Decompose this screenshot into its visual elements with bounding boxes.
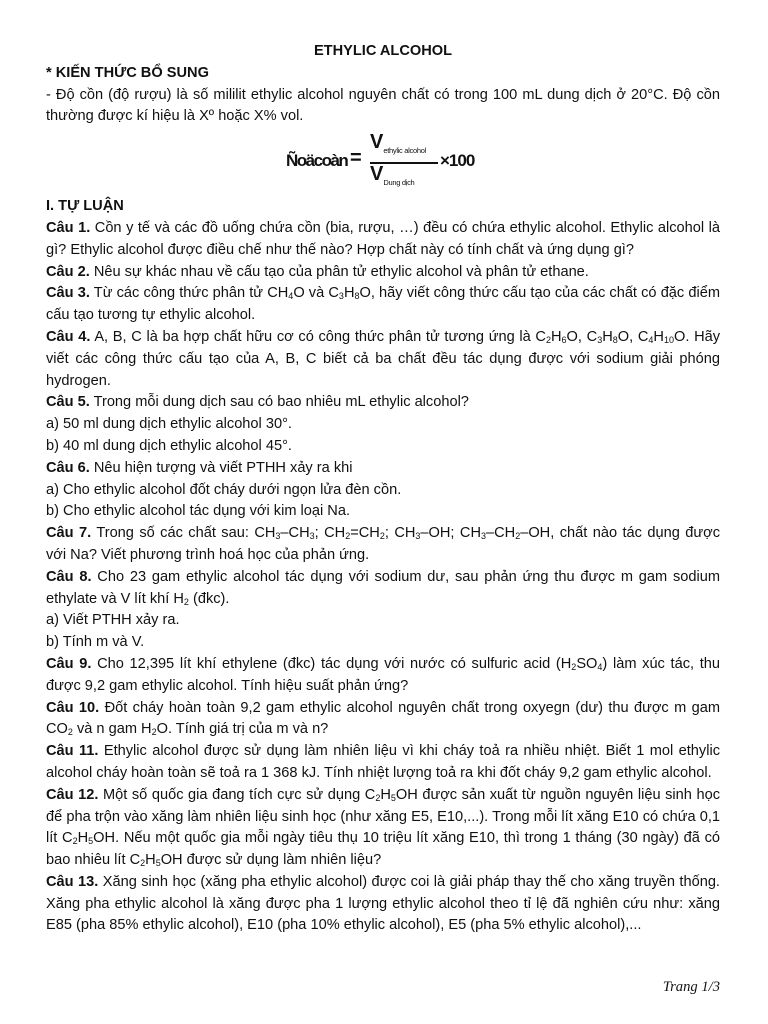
- denominator-subscript: Dung dịch: [383, 178, 415, 188]
- subscript: 2: [67, 727, 73, 738]
- question-label: Câu 9.: [46, 655, 92, 672]
- subscript: 4: [648, 334, 654, 345]
- subscript: 2: [345, 531, 351, 542]
- subscript: 3: [415, 531, 421, 542]
- subscript: 10: [663, 334, 674, 345]
- question-label: Câu 8.: [46, 568, 92, 585]
- question-text: O, C: [566, 328, 598, 345]
- question-text: Một số quốc gia đang tích cực sử dụng C: [98, 786, 376, 803]
- question-text: Đốt cháy hoàn toàn 9,2 gam ethylic alcohol nguyên chất trong oxyegn (dư) thu được m gam CO: [46, 699, 720, 738]
- question-label: Câu 6.: [46, 459, 90, 476]
- question-text: Trong mỗi dung dịch sau có bao nhiêu mL ethylic alcohol?: [89, 394, 469, 411]
- question-5-option-b: b) 40 ml dung dịch ethylic alcohol 45°.: [46, 437, 292, 454]
- question-text: =CH: [350, 525, 380, 542]
- question-text: (đkc).: [188, 590, 230, 607]
- question-text: Từ các công thức phân tử CH: [89, 285, 289, 302]
- subscript: 2: [140, 858, 146, 869]
- question-text: O, hãy viết công thức cấu tạo của các chất có đặc điểm cấu tạo tương tự ethylic alcohol.: [46, 285, 720, 324]
- formula-equals: =: [350, 147, 362, 170]
- question-9: [46, 654, 720, 698]
- question-2: [46, 262, 720, 284]
- formula-denominator: [370, 164, 414, 194]
- subscript: 2: [545, 334, 551, 345]
- question-label: Câu 12.: [46, 786, 99, 803]
- question-8-option-b: b) Tính m và V.: [46, 634, 145, 651]
- question-text: OH được sản xuất từ nguồn nguyên liệu sinh học để pha trộn vào xăng làm nhiên liệu sinh học (như xăng E5, E10,...). Trong mỗi lít xăng E10 có chứa 0,1 lít C: [46, 786, 720, 847]
- subscript: 3: [480, 531, 486, 542]
- question-6-option-a: a) Cho ethylic alcohol đốt cháy dưới ngọn lửa đèn cồn.: [46, 481, 402, 498]
- subscript: 3: [275, 531, 281, 542]
- question-1: [46, 218, 720, 262]
- question-text: H: [343, 285, 355, 302]
- subscript: 2: [515, 531, 521, 542]
- question-text: ; CH: [384, 525, 416, 542]
- question-text: O. Hãy viết các công thức cấu tạo của A, B, C biết cả ba chất đều tác dụng được với sodium giải phóng hydrogen.: [46, 328, 721, 389]
- question-label: Câu 1.: [46, 219, 91, 236]
- formula-numerator: [370, 132, 426, 162]
- subscript: 4: [597, 661, 603, 672]
- question-13: [46, 872, 720, 937]
- question-text: O và C: [293, 285, 339, 302]
- question-text: –OH, chất nào tác dụng được với Na? Viết phương trình hoá học của phản ứng.: [46, 525, 721, 563]
- question-label: Câu 11.: [46, 743, 99, 760]
- question-text: Cho 12,395 lít khí ethylene (đkc) tác dụng với nước có sulfuric acid (H: [91, 655, 572, 672]
- subscript: 2: [151, 727, 157, 738]
- question-text: Ethylic alcohol được sử dụng làm nhiên liệu vì khi cháy toả ra nhiều nhiệt. Biết 1 mol ethylic alcohol cháy hoàn toàn sẽ toả ra 1 368 kJ. Tính nhiệt lượng toả ra khi đốt cháy 9,2 gam ethylic alcohol.: [46, 743, 720, 781]
- question-text: –CH: [280, 525, 310, 542]
- denominator-symbol: V: [370, 163, 384, 186]
- question-text: H: [602, 328, 613, 345]
- question-6-option-b: b) Cho ethylic alcohol tác dụng với kim loại Na.: [46, 503, 351, 520]
- question-7: [46, 523, 720, 567]
- question-5: [46, 392, 720, 414]
- question-text: Nêu sự khác nhau về cấu tạo của phân tử ethylic alcohol và phân tử ethane.: [89, 263, 589, 280]
- question-label: Câu 2.: [46, 263, 90, 280]
- question-3: [46, 283, 720, 327]
- document-body: [46, 41, 720, 937]
- subscript: 2: [571, 661, 577, 672]
- formula-lhs: Ñoäcoàn: [286, 151, 348, 171]
- subscript: 5: [390, 792, 396, 803]
- question-text: –OH; CH: [420, 525, 481, 542]
- alcohol-degree-formula: [46, 128, 720, 196]
- subscript: 2: [183, 596, 189, 607]
- page-number: Trang 1/3: [662, 979, 720, 995]
- question-text: Cho 23 gam ethylic alcohol tác dụng với sodium dư, sau phản ứng thu được m gam sodium ethylate và V lít khí H: [46, 568, 720, 607]
- question-text: O. Tính giá trị của m và n?: [156, 721, 329, 738]
- numerator-subscript: ethylic alcohol: [383, 146, 426, 156]
- question-label: Câu 5.: [46, 394, 90, 411]
- formula-fraction: [370, 131, 438, 190]
- subscript: 3: [597, 334, 603, 345]
- subscript: 5: [155, 858, 161, 869]
- question-text: OH được sử dụng làm nhiên liệu?: [160, 852, 382, 869]
- subscript: 3: [309, 531, 315, 542]
- subscript: 4: [288, 291, 294, 302]
- question-text: Xăng sinh học (xăng pha ethylic alcohol) được coi là giải pháp thay thế cho xăng truyền thống. Xăng pha ethylic alcohol là xăng được pha 1 lượng ethylic alcohol theo tỉ lệ đã nghiên cứu như: xăng E85 (pha 85% ethylic alcohol), E10 (pha 10% ethylic alcohol), E5 (pha 5% ethylic alcohol),...: [46, 873, 720, 934]
- subscript: 3: [338, 291, 344, 302]
- question-5-option-a: a) 50 ml dung dịch ethylic alcohol 30°.: [46, 416, 292, 433]
- page-title: ETHYLIC ALCOHOL: [313, 43, 453, 59]
- question-8-option-a: a) Viết PTHH xảy ra.: [46, 612, 180, 629]
- question-text: Trong số các chất sau: CH: [91, 525, 276, 542]
- question-8: [46, 567, 720, 611]
- subscript: 2: [375, 792, 381, 803]
- question-text: ) làm xúc tác, thu được 9,2 gam ethylic alcohol. Tính hiệu suất phản ứng?: [46, 655, 721, 694]
- question-4: [46, 327, 720, 392]
- question-text: H: [550, 328, 562, 345]
- question-text: H: [145, 852, 156, 869]
- subscript: 8: [612, 334, 618, 345]
- numerator-symbol: V: [370, 131, 384, 154]
- question-6: [46, 458, 720, 480]
- question-text: Nêu hiện tượng và viết PTHH xảy ra khi: [89, 459, 353, 476]
- formula-multiplier: ×100: [440, 151, 475, 171]
- question-text: H: [380, 786, 391, 803]
- question-text: O, C: [617, 328, 649, 345]
- question-text: H: [77, 830, 89, 847]
- question-text: Cồn y tế và các đồ uống chứa cồn (bia, rượu, …) đều có chứa ethylic alcohol. Ethylic alcohol là gì? Ethylic alcohol được điều chế như thế nào? Hợp chất này có tính chất và ứng dụng gì?: [46, 219, 721, 258]
- question-label: Câu 3.: [46, 285, 90, 302]
- question-11: [46, 741, 720, 785]
- question-text: A, B, C là ba hợp chất hữu cơ có công thức phân tử tương ứng là C: [90, 328, 546, 345]
- question-text: và n gam H: [72, 721, 152, 738]
- subscript: 6: [561, 334, 567, 345]
- section-heading: I. TỰ LUẬN: [46, 198, 124, 215]
- question-text: OH. Nếu một quốc gia mỗi ngày tiêu thụ 10 triệu lít xăng E10, thì trong 1 tháng (30 ngày) đã có bao nhiêu lít C: [46, 830, 720, 869]
- question-label: Câu 10.: [46, 699, 100, 716]
- question-text: ; CH: [314, 525, 346, 542]
- question-text: SO: [576, 655, 598, 672]
- supplement-text: - Độ cồn (độ rượu) là số mililit ethylic alcohol nguyên chất có trong 100 mL dung dịch ở 20°C. Độ cồn thường được kí hiệu là Xº hoặc X% vol.: [46, 86, 720, 125]
- question-label: Câu 4.: [46, 328, 91, 345]
- question-10: [46, 698, 720, 742]
- question-text: H: [653, 328, 664, 345]
- subscript: 2: [379, 531, 385, 542]
- supplement-heading: * KIẾN THỨC BỔ SUNG: [46, 64, 209, 81]
- question-label: Câu 7.: [46, 525, 92, 542]
- question-label: Câu 13.: [46, 873, 99, 890]
- subscript: 8: [354, 291, 360, 302]
- question-12: [46, 785, 720, 872]
- subscript: 5: [88, 836, 94, 847]
- subscript: 2: [72, 836, 78, 847]
- question-text: –CH: [486, 525, 516, 542]
